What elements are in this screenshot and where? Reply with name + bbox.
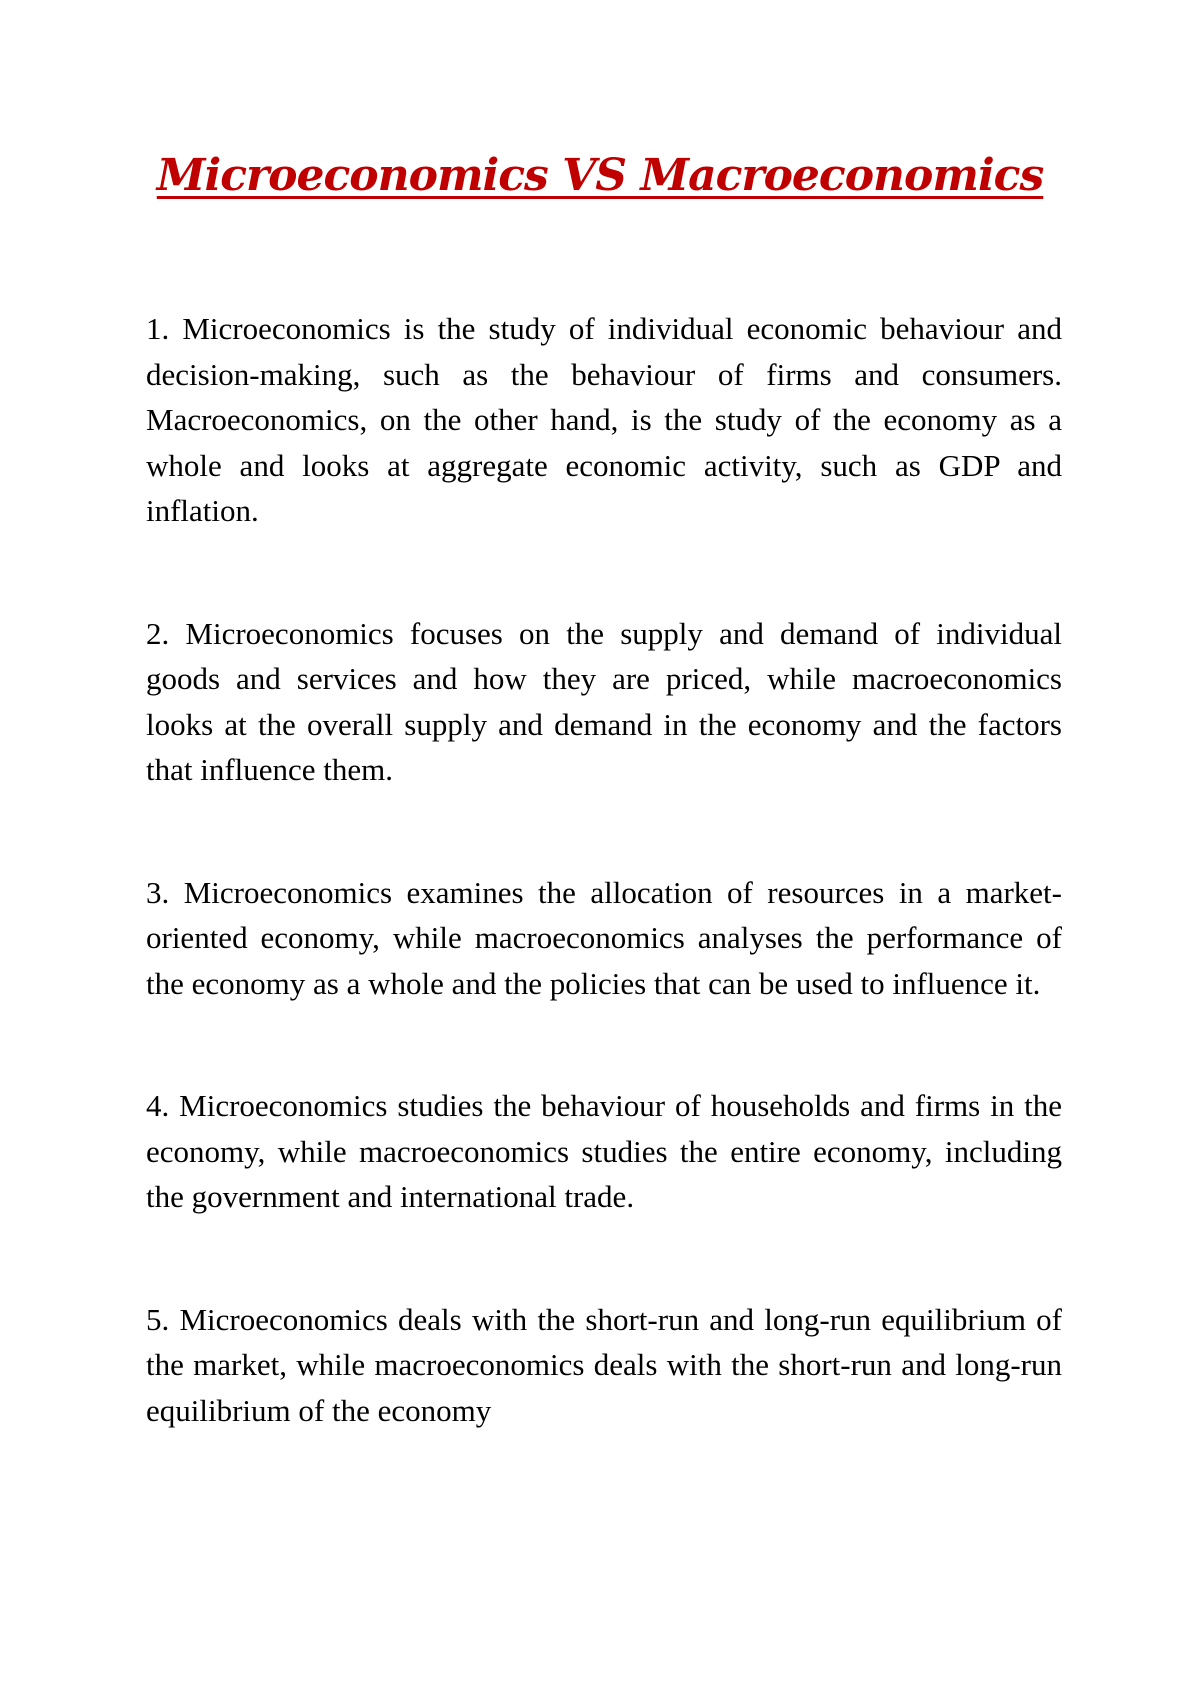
point-5: 5. Microeconomics deals with the short-run and long-run equilibrium of the market, while macroeconomics deals with the short-run and long-run equilibrium of the economy bbox=[146, 1301, 1062, 1428]
document-title: Microeconomics VS Macroeconomics bbox=[156, 150, 1044, 201]
point-3: 3. Microeconomics examines the allocation of resources in a market-oriented economy, while macroeconomics analyses the performance of the economy as a whole and the policies that can be used to influence it. bbox=[146, 874, 1062, 1001]
point-4: 4. Microeconomics studies the behaviour of households and firms in the economy, while macroeconomics studies the entire economy, including the government and international trade. bbox=[146, 1088, 1062, 1214]
document-body bbox=[146, 306, 1062, 1510]
point-1: 1. Microeconomics is the study of individual economic behaviour and decision-making, such as the behaviour of firms and consumers. Macroeconomics, on the other hand, is the study of the economy as a whole and looks at aggregate economic activity, such as GDP and inflation. bbox=[146, 311, 1062, 528]
point-2: 2. Microeconomics focuses on the supply and demand of individual goods and services and how they are priced, while macroeconomics looks at the overall supply and demand in the economy and the factors that influence them. bbox=[146, 615, 1062, 787]
